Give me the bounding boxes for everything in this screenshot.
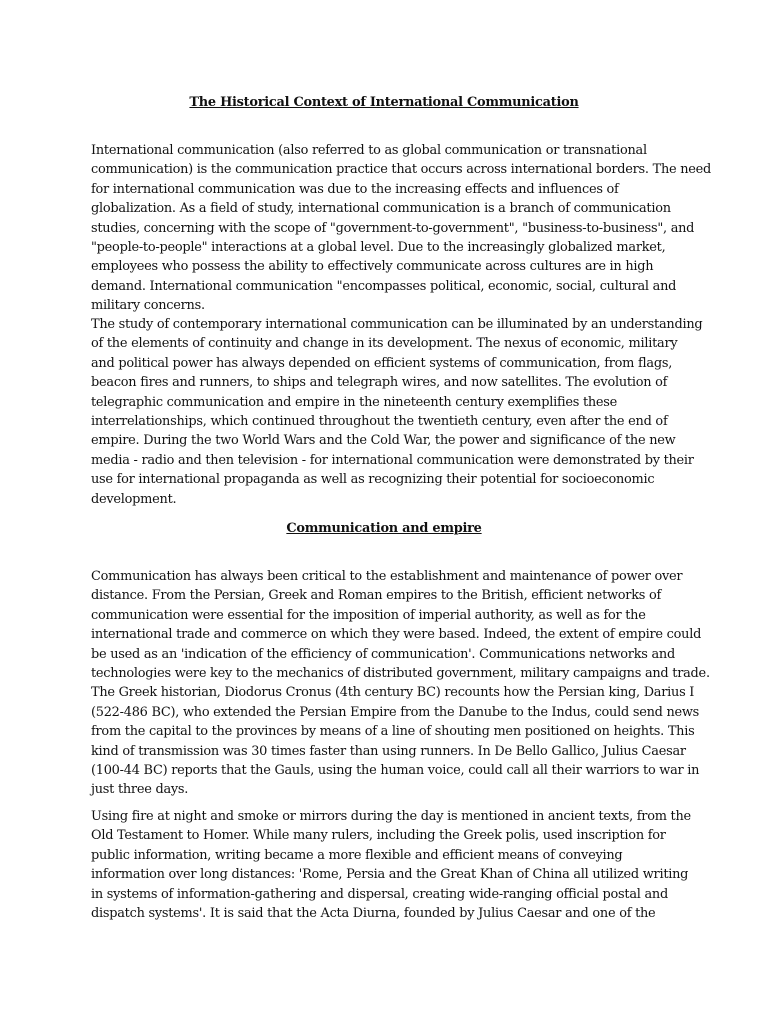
text-line: The study of contemporary international communication can be illuminated by an understanding	[91, 317, 703, 332]
paragraph	[91, 567, 710, 800]
text-line: International communication (also referred to as global communication or transnational	[91, 143, 647, 158]
paragraph	[91, 141, 712, 316]
text-line: for international communication was due to the increasing effects and influences of	[91, 181, 619, 197]
text-line: Old Testament to Homer. While many rulers, including the Greek polis, used inscription for	[91, 828, 666, 844]
text-line: use for international propaganda as well as recognizing their potential for socioeconomic	[91, 472, 655, 488]
text-line: distance. From the Persian, Greek and Roman empires to the British, efficient networks of	[91, 588, 662, 604]
section-heading: Communication and empire	[286, 521, 482, 536]
text-line: (522-486 BC), who extended the Persian Empire from the Danube to the Indus, could send news	[91, 704, 700, 720]
text-line: development.	[91, 491, 177, 507]
text-line: "people-to-people" interactions at a global level. Due to the increasingly globalized market,	[91, 239, 666, 255]
document-title: The Historical Context of International Communication	[189, 95, 579, 110]
text-line: demand. International communication "encompasses political, economic, social, cultural and	[91, 278, 677, 294]
paragraph	[91, 807, 691, 923]
text-line: military concerns.	[91, 298, 205, 314]
text-line: employees who possess the ability to effectively communicate across cultures are in high	[91, 259, 654, 275]
text-line: Communication has always been critical to the establishment and maintenance of power over	[91, 569, 683, 584]
text-line: beacon fires and runners, to ships and telegraph wires, and now satellites. The evolution of	[91, 375, 668, 391]
text-line: be used as an 'indication of the efficiency of communication'. Communications networks and	[91, 646, 675, 662]
text-line: The Greek historian, Diodorus Cronus (4th century BC) recounts how the Persian king, Darius I	[91, 685, 695, 701]
text-line: technologies were key to the mechanics of distributed government, military campaigns and trade.	[91, 665, 710, 681]
text-line: telegraphic communication and empire in the nineteenth century exemplifies these	[91, 394, 618, 410]
text-line: communication were essential for the imposition of imperial authority, as well as for the	[91, 607, 646, 623]
text-line: interrelationships, which continued throughout the twentieth century, even after the end of	[91, 413, 668, 429]
text-line: dispatch systems'. It is said that the Acta Diurna, founded by Julius Caesar and one of the	[91, 905, 656, 921]
text-line: globalization. As a field of study, international communication is a branch of communication	[91, 201, 671, 217]
text-line: empire. During the two World Wars and the Cold War, the power and significance of the new	[91, 433, 676, 449]
text-line: Using fire at night and smoke or mirrors during the day is mentioned in ancient texts, from the	[91, 809, 691, 824]
text-line: (100-44 BC) reports that the Gauls, using the human voice, could call all their warriors to war in	[91, 762, 700, 778]
text-line: from the capital to the provinces by means of a line of shouting men positioned on heights. This	[91, 724, 695, 740]
text-line: kind of transmission was 30 times faster than using runners. In De Bello Gallico, Julius Caesar	[91, 743, 686, 759]
text-line: media - radio and then television - for international communication were demonstrated by their	[91, 452, 694, 468]
paragraph	[91, 315, 703, 509]
text-line: of the elements of continuity and change in its development. The nexus of economic, military	[91, 336, 678, 352]
text-line: and political power has always depended on efficient systems of communication, from flags,	[91, 355, 673, 371]
text-line: public information, writing became a more flexible and efficient means of conveying	[91, 847, 623, 863]
text-line: just three days.	[91, 782, 189, 798]
text-line: in systems of information-gathering and dispersal, creating wide-ranging official postal and	[91, 886, 668, 902]
text-line: communication) is the communication practice that occurs across international borders. The need	[91, 162, 712, 178]
text-line: information over long distances: 'Rome, Persia and the Great Khan of China all utilized writing	[91, 867, 689, 883]
text-line: studies, concerning with the scope of "government-to-government", "business-to-business", and	[91, 220, 695, 236]
text-line: international trade and commerce on which they were based. Indeed, the extent of empire could	[91, 627, 702, 643]
